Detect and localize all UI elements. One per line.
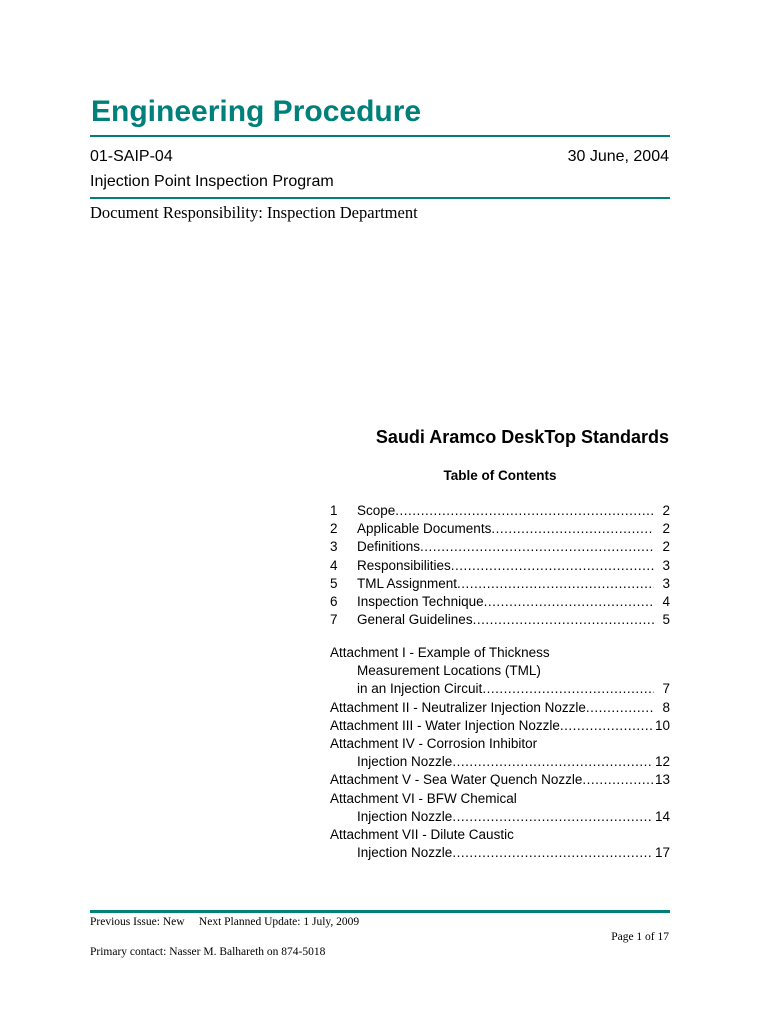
toc-attachment-entry[interactable] [330,699,670,717]
document-date: 30 June, 2004 [567,148,669,165]
toc-label: Injection Nozzle [357,754,453,770]
toc-page: 4 [662,593,670,609]
footer-divider [90,910,670,913]
toc-leader [560,717,653,735]
toc-number: 1 [330,503,338,518]
toc-page: 2 [662,503,670,518]
toc-leader [395,502,654,520]
toc-leader [482,680,654,698]
toc-page: 2 [662,521,670,537]
toc-label: Measurement Locations (TML) [357,663,541,679]
toc-label: Attachment IV - Corrosion Inhibitor [330,735,538,751]
toc-label: Responsibilities [357,557,451,573]
toc-label: Attachment VII - Dilute Caustic [330,826,514,842]
previous-issue: Previous Issue: New [90,916,185,928]
toc-leader [582,771,653,789]
toc-label: Attachment III - Water Injection Nozzle [330,717,560,733]
toc-attachment-entry[interactable] [330,844,670,862]
toc-entry[interactable] [330,575,670,593]
document-subtitle: Injection Point Inspection Program [90,173,334,190]
toc-number: 7 [330,612,338,628]
toc-page: 5 [662,612,670,628]
toc-page: 3 [662,557,670,573]
toc-label: Applicable Documents [357,521,492,537]
next-planned-update: Next Planned Update: 1 July, 2009 [198,916,360,928]
toc-attachment-entry[interactable] [330,735,670,753]
toc-number: 3 [330,539,338,555]
title-divider [90,135,670,137]
page-number: Page 1 of 17 [611,931,669,943]
toc-leader [457,575,654,593]
toc-attachment-entry[interactable] [330,826,670,844]
toc-heading: Table of Contents [443,468,557,483]
toc-leader [586,699,654,717]
toc-page: 17 [654,845,670,861]
document-id: 01-SAIP-04 [90,148,173,165]
toc-leader [452,753,653,771]
toc-entry[interactable] [330,557,670,575]
toc-leader [491,520,654,538]
toc-leader [451,557,654,575]
toc-attachment-entry[interactable] [330,790,670,808]
toc-entry[interactable] [330,538,670,556]
toc-leader [484,593,654,611]
toc-attachment-entry[interactable] [330,771,670,789]
toc-entry[interactable] [330,502,670,520]
toc-label: TML Assignment [357,575,458,591]
toc-leader [420,538,654,556]
toc-leader [452,844,653,862]
toc-label: Scope [357,503,396,518]
toc-attachment-entry[interactable] [330,644,670,662]
toc-attachments [330,644,670,862]
document-responsibility: Document Responsibility: Inspection Department [90,203,418,222]
toc-label: Attachment II - Neutralizer Injection Nozzle [330,699,586,715]
primary-contact: Primary contact: Nasser M. Balhareth on 874-5018 [90,946,326,958]
toc-label: Attachment I - Example of Thickness [330,645,550,660]
toc-entry[interactable] [330,520,670,538]
toc-entry[interactable] [330,593,670,611]
toc-attachment-entry[interactable] [330,753,670,771]
toc-attachment-entry[interactable] [330,808,670,826]
toc-number: 6 [330,593,338,609]
toc-sections [330,502,670,629]
subtitle-divider [90,197,670,199]
footer-issue [90,915,359,929]
document-title: Engineering Procedure [91,95,422,128]
toc-number: 2 [330,521,338,537]
toc-attachment-entry[interactable] [330,717,670,735]
toc-page: 7 [662,681,670,697]
toc-leader [452,808,653,826]
toc-label: Definitions [357,539,421,555]
toc-label: in an Injection Circuit [357,681,483,697]
toc-leader [473,611,654,629]
toc-page: 10 [654,717,670,733]
toc-page: 2 [662,539,670,555]
toc-label: General Guidelines [357,612,473,628]
toc-page: 13 [654,772,670,788]
toc-number: 5 [330,575,338,591]
toc-label: Injection Nozzle [357,808,453,824]
toc-number: 4 [330,557,338,573]
toc-label: Injection Nozzle [357,845,453,861]
toc-page: 8 [662,699,670,715]
toc-label: Attachment V - Sea Water Quench Nozzle [330,772,583,788]
toc-label: Attachment VI - BFW Chemical [330,790,517,806]
standards-heading: Saudi Aramco DeskTop Standards [375,427,669,447]
toc-page: 12 [654,754,670,770]
toc-page: 14 [654,808,670,824]
toc-page: 3 [662,575,670,591]
toc-entry[interactable] [330,611,670,629]
toc-attachment-entry[interactable] [330,662,670,680]
toc-label: Inspection Technique [357,593,484,609]
toc-attachment-entry[interactable] [330,680,670,698]
